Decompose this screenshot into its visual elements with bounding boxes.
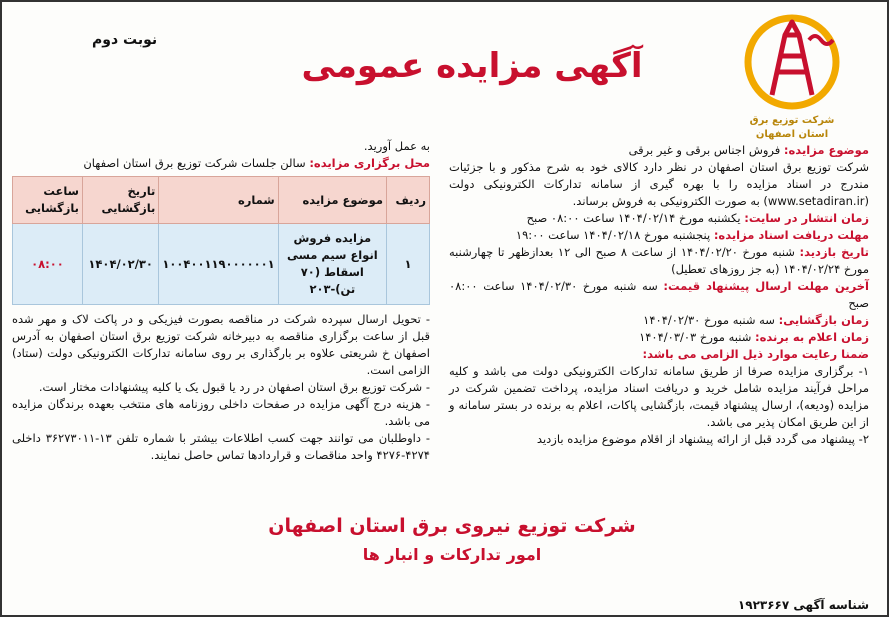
logo-caption-2: استان اصفهان [755, 129, 829, 140]
offer-deadline-label: آخرین مهلت ارسال پیشنهاد قیمت: [663, 279, 869, 293]
winner-line [449, 329, 869, 346]
right-column [449, 142, 869, 448]
doc-deadline-label: مهلت دریافت اسناد مزایده: [713, 228, 869, 242]
logo-caption-1: شرکت توزیع برق [749, 115, 835, 126]
venue-label: محل برگزاری مزایده: [309, 156, 430, 170]
venue-line [12, 155, 430, 172]
col-open-date: تاریخ بازگشایی [82, 177, 158, 224]
col-row: ردیف [387, 177, 430, 224]
cell-open-time: ۰۸:۰۰ [13, 224, 83, 305]
opening-value: سه شنبه مورخ ۱۴۰۴/۰۲/۳۰ [643, 313, 775, 327]
offer-deadline-line [449, 278, 869, 312]
offer-deadline-value: سه شنبه مورخ ۱۴۰۴/۰۲/۳۰ ساعت ۰۸:۰۰ صبح [449, 279, 869, 310]
company-logo [717, 10, 867, 140]
power-tower-icon [727, 10, 857, 110]
winner-label: زمان اعلام به برنده: [755, 330, 869, 344]
cell-open-date: ۱۴۰۴/۰۲/۳۰ [82, 224, 158, 305]
round-label: نوبت دوم [92, 32, 158, 48]
doc-deadline-line [449, 227, 869, 244]
subject-label: موضوع مزایده: [783, 143, 869, 157]
condition-2: ۲- پیشنهاد می گردد قبل از ارائه پیشنهاد از اقلام موضوع مزایده بازدید [536, 432, 869, 446]
footer-company: شرکت توزیع نیروی برق استان اصفهان [268, 515, 636, 537]
note-4: - داوطلبان می توانند جهت کسب اطلاعات بیشتر با شماره تلفن ۱۳-۳۶۲۷۳۰۱۱ داخلی ۴۲۷۴-۴۲۷۶ واحد مناقصات و قراردادها تماس حاصل نمایند. [12, 431, 430, 462]
publish-line [449, 210, 869, 227]
col-subject: موضوع مزایده [278, 177, 386, 224]
winner-value: شنبه مورخ ۱۴۰۴/۰۳/۰۳ [639, 330, 752, 344]
doc-deadline-value: پنجشنبه مورخ ۱۴۰۴/۰۲/۱۸ ساعت ۱۹:۰۰ [515, 228, 711, 242]
visit-label: تاریخ بازدید: [799, 245, 869, 259]
auction-table [12, 176, 430, 305]
continued-text: به عمل آورید. [363, 139, 430, 153]
subject-value: فروش اجناس برقی و غیر برقی [628, 143, 781, 157]
visit-line [449, 244, 869, 278]
subject-line [449, 142, 869, 159]
left-column [12, 138, 430, 464]
col-number: شماره [159, 177, 278, 224]
note-2: - شرکت توزیع برق استان اصفهان در رد یا قبول یک یا کلیه پیشنهادات مختار است. [38, 380, 430, 394]
opening-line [449, 312, 869, 329]
page-title: آگهی مزایده عمومی [301, 46, 643, 86]
note-1: - تحویل ارسال سپرده شرکت در مناقصه بصورت فیزیکی و در پاکت لاک و مهر شده قبل از ساعت برگزاری مناقصه به دبیرخانه شرکت توزیع برق استان اصفهان به آدرس اصفهان خ شریعتی علاوه بر بارگذاری بر روی سامانه تدارکات الکترونیکی دولت (ستاد) الزامی است. [12, 312, 430, 377]
publish-label: زمان انتشار در سایت: [744, 211, 869, 225]
note-3: - هزینه درج آگهی مزایده در صفحات داخلی روزنامه های منتخب بعهده برندگان مزایده می باشد. [12, 397, 430, 428]
ad-id: شناسه آگهی ۱۹۲۳۶۶۷ [737, 598, 869, 612]
publish-value: یکشنبه مورخ ۱۴۰۴/۰۲/۱۴ ساعت ۰۸:۰۰ صبح [526, 211, 741, 225]
intro-paragraph: شرکت توزیع برق استان اصفهان در نظر دارد کالای خود به شرح مذکور و با جزئیات مندرج در اسناد مزایده را با بهره گیری از سامانه تدارکات الکترونیکی دولت (www.setadiran.ir) به صورت الکترونیکی به فروش برساند. [449, 160, 869, 208]
cell-row: ۱ [387, 224, 430, 305]
venue-value: سالن جلسات شرکت توزیع برق استان اصفهان [83, 156, 306, 170]
table-row [13, 224, 430, 305]
opening-label: زمان بازگشایی: [778, 313, 869, 327]
footer-department: امور تدارکات و انبار ها [362, 545, 542, 564]
col-open-time: ساعت بازگشایی [13, 177, 83, 224]
condition-1: ۱- برگزاری مزایده صرفا از طریق سامانه تدارکات الکترونیکی دولت می باشد و کلیه مراحل فرآیند مزایده شامل خرید و دریافت اسناد مزایده، پرداخت تضمین شرکت در مزایده (ودیعه)، ارسال پیشنهاد قیمت، بازگشایی پاکات، اعلام به برنده در بستر سامانه و از این طریق امکان پذیر می باشد. [449, 364, 869, 429]
conditions-heading: ضمنا رعایت موارد ذیل الزامی می باشد: [642, 347, 869, 361]
visit-value: شنبه مورخ ۱۴۰۴/۰۲/۲۰ از ساعت ۸ صبح الی ۱۲ بعدازظهر تا چهارشنبه مورخ ۱۴۰۴/۰۲/۲۴ (به جز روزهای تعطیل) [449, 245, 869, 276]
cell-number: ۱۰۰۴۰۰۱۱۹۰۰۰۰۰۰۱ [159, 224, 278, 305]
cell-subject: مزایده فروش انواع سیم مسی اسقاط (۷۰ تن)-۲۰۳ [278, 224, 386, 305]
